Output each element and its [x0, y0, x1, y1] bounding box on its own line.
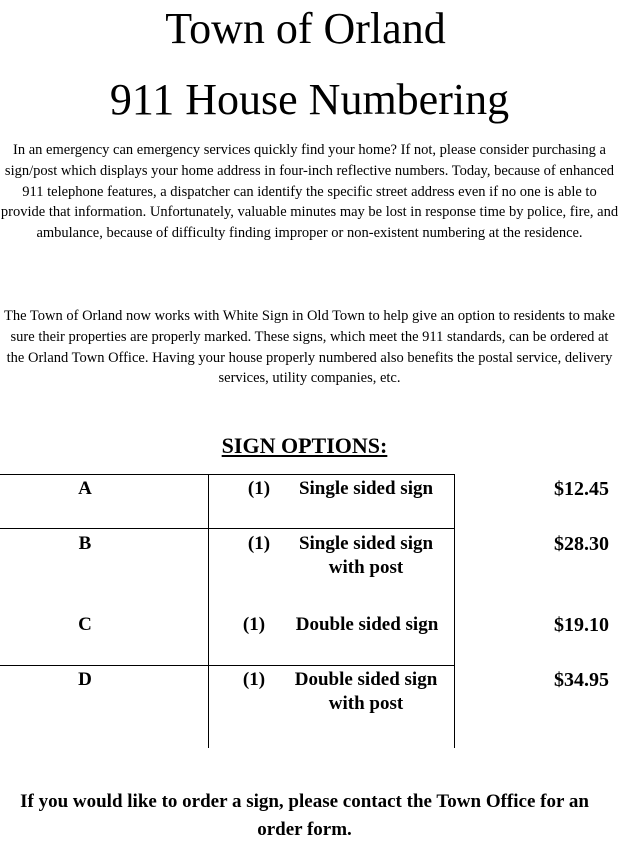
option-description: Single sided sign with post — [298, 533, 434, 578]
intro-paragraph-1: In an emergency can emergency services quickly find your home? If not, please consider purchasing a sign/post which displays your home address in four-inch reflective numbers. Today, because of enhanced 911 telephone features, a dispatcher can identify the specific street address even if no one is able to provide that information. Unfortunately, valuable minutes may be lost in response time by police, fire, and ambulance, because of difficulty finding improper or non-existent numbering at the residence. — [0, 142, 619, 242]
order-instructions: If you would like to order a sign, please contact the Town Office for an order form. — [20, 791, 589, 840]
option-price: $28.30 — [554, 533, 609, 555]
option-price: $34.95 — [554, 669, 609, 691]
option-quantity: (1) — [247, 533, 271, 554]
option-letter: C — [78, 614, 92, 635]
option-price: $19.10 — [554, 614, 609, 636]
table-rule — [454, 474, 455, 748]
table-rule — [208, 474, 209, 748]
option-quantity: (1) — [242, 614, 266, 635]
option-letter: A — [78, 478, 92, 499]
page-subtitle: 911 House Numbering — [109, 75, 510, 124]
page-title: Town of Orland — [165, 4, 446, 53]
table-rule — [0, 474, 455, 475]
option-description: Double sided sign with post — [294, 669, 438, 714]
option-letter: B — [78, 533, 92, 554]
option-description: Double sided sign — [295, 614, 439, 635]
option-description: Single sided sign — [298, 478, 434, 499]
option-price: $12.45 — [554, 478, 609, 500]
table-rule — [0, 665, 455, 666]
option-quantity: (1) — [242, 669, 266, 690]
option-letter: D — [78, 669, 92, 690]
option-quantity: (1) — [247, 478, 271, 499]
intro-paragraph-2: The Town of Orland now works with White Sign in Old Town to help give an option to residents to make sure their properties are properly marked. These signs, which meet the 911 standards, can be ordered at the Orland Town Office. Having your house properly numbered also benefits the postal service, delivery services, utility companies, etc. — [4, 308, 615, 387]
sign-options-heading: SIGN OPTIONS: — [221, 433, 388, 458]
table-rule — [0, 528, 455, 529]
